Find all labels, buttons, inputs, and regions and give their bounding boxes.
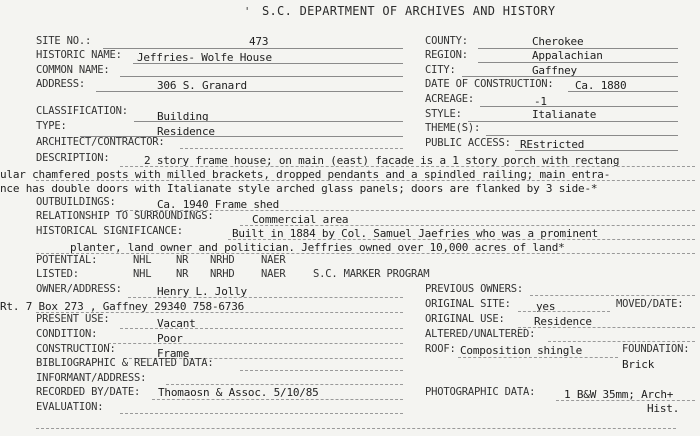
themes-rule (486, 135, 678, 136)
bibliographic-rule (240, 370, 403, 371)
significance-label: HISTORICAL SIGNIFICANCE: (36, 225, 183, 237)
altered-rule (548, 341, 695, 342)
original-site-rule (518, 311, 610, 312)
listed-nrhd[interactable]: NRHD (210, 268, 235, 280)
acreage-rule (480, 106, 678, 107)
address-label: ADDRESS: (36, 78, 85, 90)
region-value: Appalachian (532, 49, 603, 62)
form-header: S.C. DEPARTMENT OF ARCHIVES AND HISTORY (262, 4, 556, 18)
site-no-label: SITE NO.: (36, 35, 92, 47)
owner-label: OWNER/ADDRESS: (36, 283, 122, 295)
description-line-3: nce has double doors with Italianate style arched glass panels; doors are flanked by 3 side-* (0, 182, 598, 195)
listed-nr[interactable]: NR (176, 268, 189, 280)
previous-owners-rule (530, 295, 695, 296)
classification-rule (134, 121, 403, 122)
bibliographic-label: BIBLIOGRAPHIC & RELATED DATA: (36, 357, 214, 369)
description-rule-1 (120, 166, 695, 167)
photographic-value: 1 B&W 35mm; Arch+ (564, 388, 674, 401)
relationship-rule (240, 225, 695, 226)
type-value: Residence (157, 125, 215, 138)
present-use-value: Vacant (157, 317, 196, 330)
historic-name-value: Jeffries- Wolfe House (137, 51, 272, 64)
architect-label: ARCHITECT/CONTRACTOR: (36, 136, 165, 148)
classification-value: Building (157, 110, 209, 123)
site-no-value: 473 (249, 35, 269, 48)
original-site-value: yes (536, 300, 556, 313)
photographic-rule (556, 400, 695, 401)
informant-rule (166, 384, 403, 385)
potential-nr[interactable]: NR (176, 254, 189, 266)
foundation-label: FOUNDATION: (622, 343, 690, 355)
original-use-label: ORIGINAL USE: (425, 313, 505, 325)
city-rule (462, 76, 678, 77)
county-value: Cherokee (532, 35, 584, 48)
construction-value: Frame (157, 347, 190, 360)
public-access-value: REstricted (520, 138, 585, 151)
historic-name-rule (133, 63, 403, 64)
description-rule-2 (36, 180, 695, 181)
potential-naer[interactable]: NAER (261, 254, 286, 266)
moved-date-label: MOVED/DATE: (616, 298, 684, 310)
photographic-value-2: Hist. (647, 402, 680, 415)
type-label: TYPE: (36, 120, 67, 132)
relationship-value: Commercial area (252, 213, 349, 226)
public-access-rule (515, 150, 678, 151)
condition-rule (108, 343, 403, 344)
relationship-label: RELATIONSHIP TO SURROUNDINGS: (36, 210, 214, 222)
original-use-rule (518, 327, 695, 328)
recorded-rule (152, 399, 403, 400)
city-label: CITY: (425, 64, 456, 76)
acreage-value: -1 (534, 95, 547, 108)
listed-nhl[interactable]: NHL (133, 268, 152, 280)
description-line-2: ular chamfered posts with milled brackets, dropped pendants and a spindled railing; main entra- (0, 168, 611, 181)
common-name-rule (120, 76, 403, 77)
date-construction-rule (568, 91, 678, 92)
outbuildings-label: OUTBUILDINGS: (36, 196, 116, 208)
evaluation-rule (120, 413, 403, 414)
owner-rule (128, 297, 403, 298)
style-value: Italianate (532, 108, 597, 121)
site-no-rule (103, 48, 403, 49)
region-label: REGION: (425, 49, 468, 61)
construction-label: CONSTRUCTION: (36, 343, 116, 355)
listed-naer[interactable]: NAER (261, 268, 286, 280)
address-rule (96, 91, 403, 92)
previous-owners-label: PREVIOUS OWNERS: (425, 283, 523, 295)
present-use-rule (120, 328, 403, 329)
county-label: COUNTY: (425, 35, 468, 47)
significance-line-2: planter, land owner and politician. Jeffries owned over 10,000 acres of land* (70, 241, 565, 254)
roof-rule (458, 357, 618, 358)
header-tick-mark: ' (244, 6, 251, 18)
city-value: Gaffney (532, 64, 577, 77)
recorded-label: RECORDED BY/DATE: (36, 386, 141, 398)
condition-label: CONDITION: (36, 328, 98, 340)
bottom-rule (36, 428, 676, 429)
owner-address: Rt. 7 Box 273 , Gaffney 29340 758-6736 (0, 300, 245, 313)
informant-label: INFORMANT/ADDRESS: (36, 372, 147, 384)
listed-label: LISTED: (36, 268, 79, 280)
date-construction-label: DATE OF CONSTRUCTION: (425, 78, 554, 90)
original-site-label: ORIGINAL SITE: (425, 298, 511, 310)
potential-nhl[interactable]: NHL (133, 254, 152, 266)
classification-label: CLASSIFICATION: (36, 105, 128, 117)
region-rule (478, 62, 678, 63)
outbuildings-value: Ca. 1940 Frame shed (157, 198, 280, 211)
architect-rule (180, 148, 403, 149)
description-label: DESCRIPTION: (36, 152, 110, 164)
public-access-label: PUBLIC ACCESS: (425, 137, 511, 149)
potential-label: POTENTIAL: (36, 254, 98, 266)
condition-value: Poor (157, 332, 183, 345)
description-line-1: 2 story frame house; on main (east) facade is a 1 story porch with rectang (144, 154, 620, 167)
roof-label: ROOF: (425, 343, 456, 355)
acreage-label: ACREAGE: (425, 93, 474, 105)
historic-name-label: HISTORIC NAME: (36, 49, 122, 61)
style-label: STYLE: (425, 108, 462, 120)
present-use-label: PRESENT USE: (36, 313, 110, 325)
original-use-value: Residence (534, 315, 592, 328)
address-value: 306 S. Granard (157, 79, 247, 92)
evaluation-label: EVALUATION: (36, 401, 104, 413)
significance-rule-1 (228, 239, 695, 240)
altered-label: ALTERED/UNALTERED: (425, 328, 536, 340)
potential-nrhd[interactable]: NRHD (210, 254, 235, 266)
common-name-label: COMMON NAME: (36, 64, 110, 76)
roof-value: Composition shingle (460, 344, 583, 357)
foundation-value: Brick (622, 358, 655, 371)
date-construction-value: Ca. 1880 (575, 79, 627, 92)
photographic-label: PHOTOGRAPHIC DATA: (425, 386, 536, 398)
listed-marker-program[interactable]: S.C. MARKER PROGRAM (313, 268, 430, 280)
style-rule (468, 121, 678, 122)
significance-line-1: Built in 1884 by Col. Samuel Jaefries who was a prominent (232, 227, 599, 240)
themes-label: THEME(S): (425, 122, 481, 134)
owner-value: Henry L. Jolly (157, 285, 247, 298)
recorded-value: Thomaosn & Assoc. 5/10/85 (158, 386, 319, 399)
